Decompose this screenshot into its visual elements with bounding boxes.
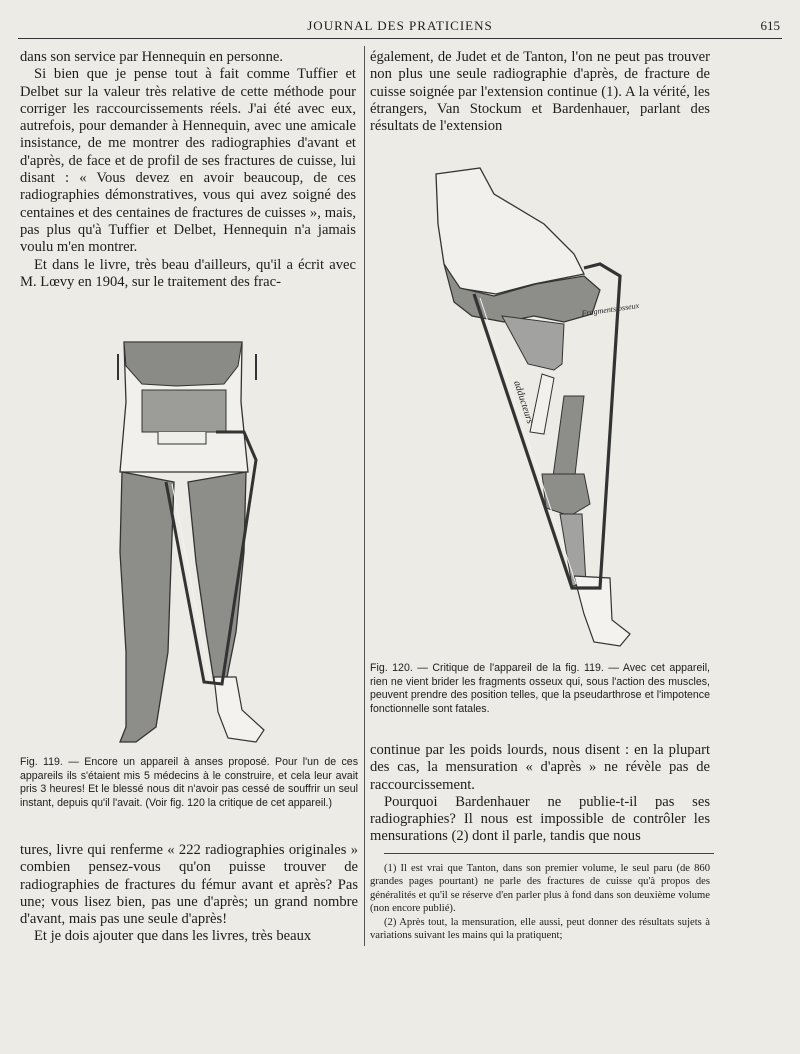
adductors-label: adducteurs	[511, 379, 536, 426]
right-foot	[214, 677, 264, 742]
chest-shading	[124, 342, 242, 386]
running-header: JOURNAL DES PRATICIENS	[307, 18, 493, 33]
left-column-text	[20, 49, 356, 291]
figure-120-caption: Fig. 120. — Critique de l'appareil de la fig. 119. — Avec cet appareil, rien ne vient brider les fragments osseux qui, sous l'action des muscles, peuvent prendre des position telles, que la pseudarthrose et l'impotence fonctionnelle sont fatales.	[370, 662, 710, 715]
right-column-text	[370, 49, 710, 135]
figure-120-illustration	[424, 164, 664, 654]
header-rule	[18, 38, 782, 39]
fragments-label: Fragments osseux	[581, 300, 640, 318]
right-paragraph-1: également, de Judet et de Tanton, l'on ne peut pas trouver non plus une seule radiographie d'après, de fracture de cuisse soignée par l'extension continue (1). A la vérité, les étrangers, Van Stockum et Bardenhauer, parlant des résultats de l'extension	[370, 49, 710, 135]
left-paragraph-1: dans son service par Hennequin en personne.	[20, 49, 284, 65]
upper-femur-fragment	[436, 168, 584, 294]
left-paragraph-2: Si bien que je pense tout à fait comme Tuffier et Delbet sur la valeur très relative de cette méthode pour corriger les raccourcissements réels. J'ai été avec eux, autrefois, pour demander à Hennequin, avec une amicale insistance, de me montrer des radiographies d'avant et d'après, de face et de profil de ses fractures de cuisse, lui disant : « Vous devez en avoir beaucoup, de ces radiographies démonstratives, vous qui avez soigné des centaines et des centaines de fractures de cuisses », mais, pas plus qu'à Tuffier et Delbet, Hennequin n'a jamais voulu m'en montrer.	[20, 66, 356, 256]
left-leg	[120, 472, 174, 742]
proximal-femur	[502, 316, 564, 370]
footnote-1: (1) Il est vrai que Tanton, dans son premier volume, le seul paru (de 860 grandes pages pourtant) ne parle des fractures de cuisse qu'à propos des généralités et qu'il se réserve d'en parler plus à fond dans son deuxième volume (non encore publié).	[370, 863, 710, 915]
column-divider	[364, 46, 365, 946]
left-bottom-paragraph-1: tures, livre qui renferme « 222 radiographies originales » combien pensez-vous qu'on puisse trouver de radiographies de fractures du fémur avant et après? Pas une; vous lisez bien, pas une d'après; un grand nombre d'avant, mais pas une seule d'après!	[20, 842, 358, 928]
knee	[542, 474, 590, 516]
left-bottom-paragraph-2: Et je dois ajouter que dans les livres, très beaux	[34, 928, 312, 945]
right-bottom-paragraph-2: Pourquoi Bardenhauer ne publie-t-il pas ses radiographies? Il nous est impossible de contrôler les mensurations (2) dont il parle, tandis que nous	[370, 793, 710, 845]
right-bottom-paragraph-1: continue par les poids lourds, nous disent : en la plupart des cas, la mensuration « d'après » ne révèle pas de raccourcissement.	[370, 742, 710, 793]
left-column-bottom-text	[20, 842, 358, 946]
footnote-2: (2) Après tout, la mensuration, elle aussi, peut donner des résultats sujets à variations suivant les mains qui la pratiquent;	[370, 916, 710, 942]
page-number: 615	[760, 18, 780, 33]
brace-belt	[142, 390, 226, 432]
femur-shaft-upper	[530, 374, 554, 434]
footnote-rule	[384, 853, 714, 854]
figure-119-caption: Fig. 119. — Encore un appareil à anses proposé. Pour l'un de ces appareils ils s'étaient mis 5 médecins à le construire, et cela leur avait pris 3 heures! Et le blessé nous dit n'avoir pas cessé de souffrir un seul instant, depuis qu'il l'avait. (Voir fig. 120 la critique de cet appareil.)	[20, 756, 358, 809]
footnotes	[370, 862, 710, 942]
femur-shaft-lower	[552, 396, 584, 484]
right-column-bottom-text	[370, 742, 710, 846]
figure-119-illustration	[96, 332, 302, 752]
left-paragraph-3: Et dans le livre, très beau d'ailleurs, qu'il a écrit avec M. Lœvy en 1904, sur le traitement des frac-	[20, 256, 356, 290]
